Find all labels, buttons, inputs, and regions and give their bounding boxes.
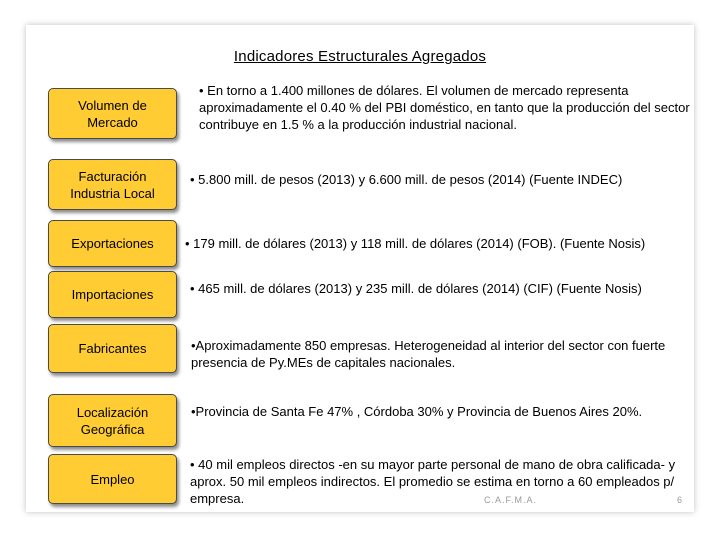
label-volumen-mercado: Volumen de Mercado bbox=[48, 88, 177, 139]
label-facturacion: Facturación Industria Local bbox=[48, 159, 177, 210]
page-number: 6 bbox=[677, 495, 683, 505]
desc-empleo: • 40 mil empleos directos -en su mayor parte personal de mano de obra calificada- y aprox. 50 mil empleos indirectos. El promedio se estima en torno a 60 empleados p/ empresa. bbox=[190, 457, 676, 506]
label-fabricantes: Fabricantes bbox=[48, 324, 177, 373]
label-importaciones: Importaciones bbox=[48, 271, 177, 318]
label-exportaciones: Exportaciones bbox=[48, 220, 177, 267]
label-localizacion: Localización Geográfica bbox=[48, 394, 177, 447]
slide-title: Indicadores Estructurales Agregados bbox=[233, 48, 487, 65]
footer-organization: C.A.F.M.A. bbox=[484, 495, 538, 505]
desc-exportaciones: • 179 mill. de dólares (2013) y 118 mill. de dólares (2014) (FOB). (Fuente Nosis) bbox=[185, 236, 646, 251]
desc-localizacion: •Provincia de Santa Fe 47% , Córdoba 30% y Provincia de Buenos Aires 20%. bbox=[191, 404, 643, 419]
label-empleo: Empleo bbox=[48, 454, 177, 504]
desc-volumen-mercado: • En torno a 1.400 millones de dólares. El volumen de mercado representa aproximadamente el 0.40 % del PBI doméstico, en tanto que la producción del sector contribuye en 1.5 % a la producción industrial nacional. bbox=[199, 83, 690, 132]
desc-fabricantes: •Aproximadamente 850 empresas. Heterogeneidad al interior del sector con fuerte presencia de Py.MEs de capitales nacionales. bbox=[191, 338, 666, 370]
desc-importaciones: • 465 mill. de dólares (2013) y 235 mill. de dólares (2014) (CIF) (Fuente Nosis) bbox=[190, 281, 642, 296]
desc-facturacion: • 5.800 mill. de pesos (2013) y 6.600 mill. de pesos (2014) (Fuente INDEC) bbox=[190, 172, 623, 187]
